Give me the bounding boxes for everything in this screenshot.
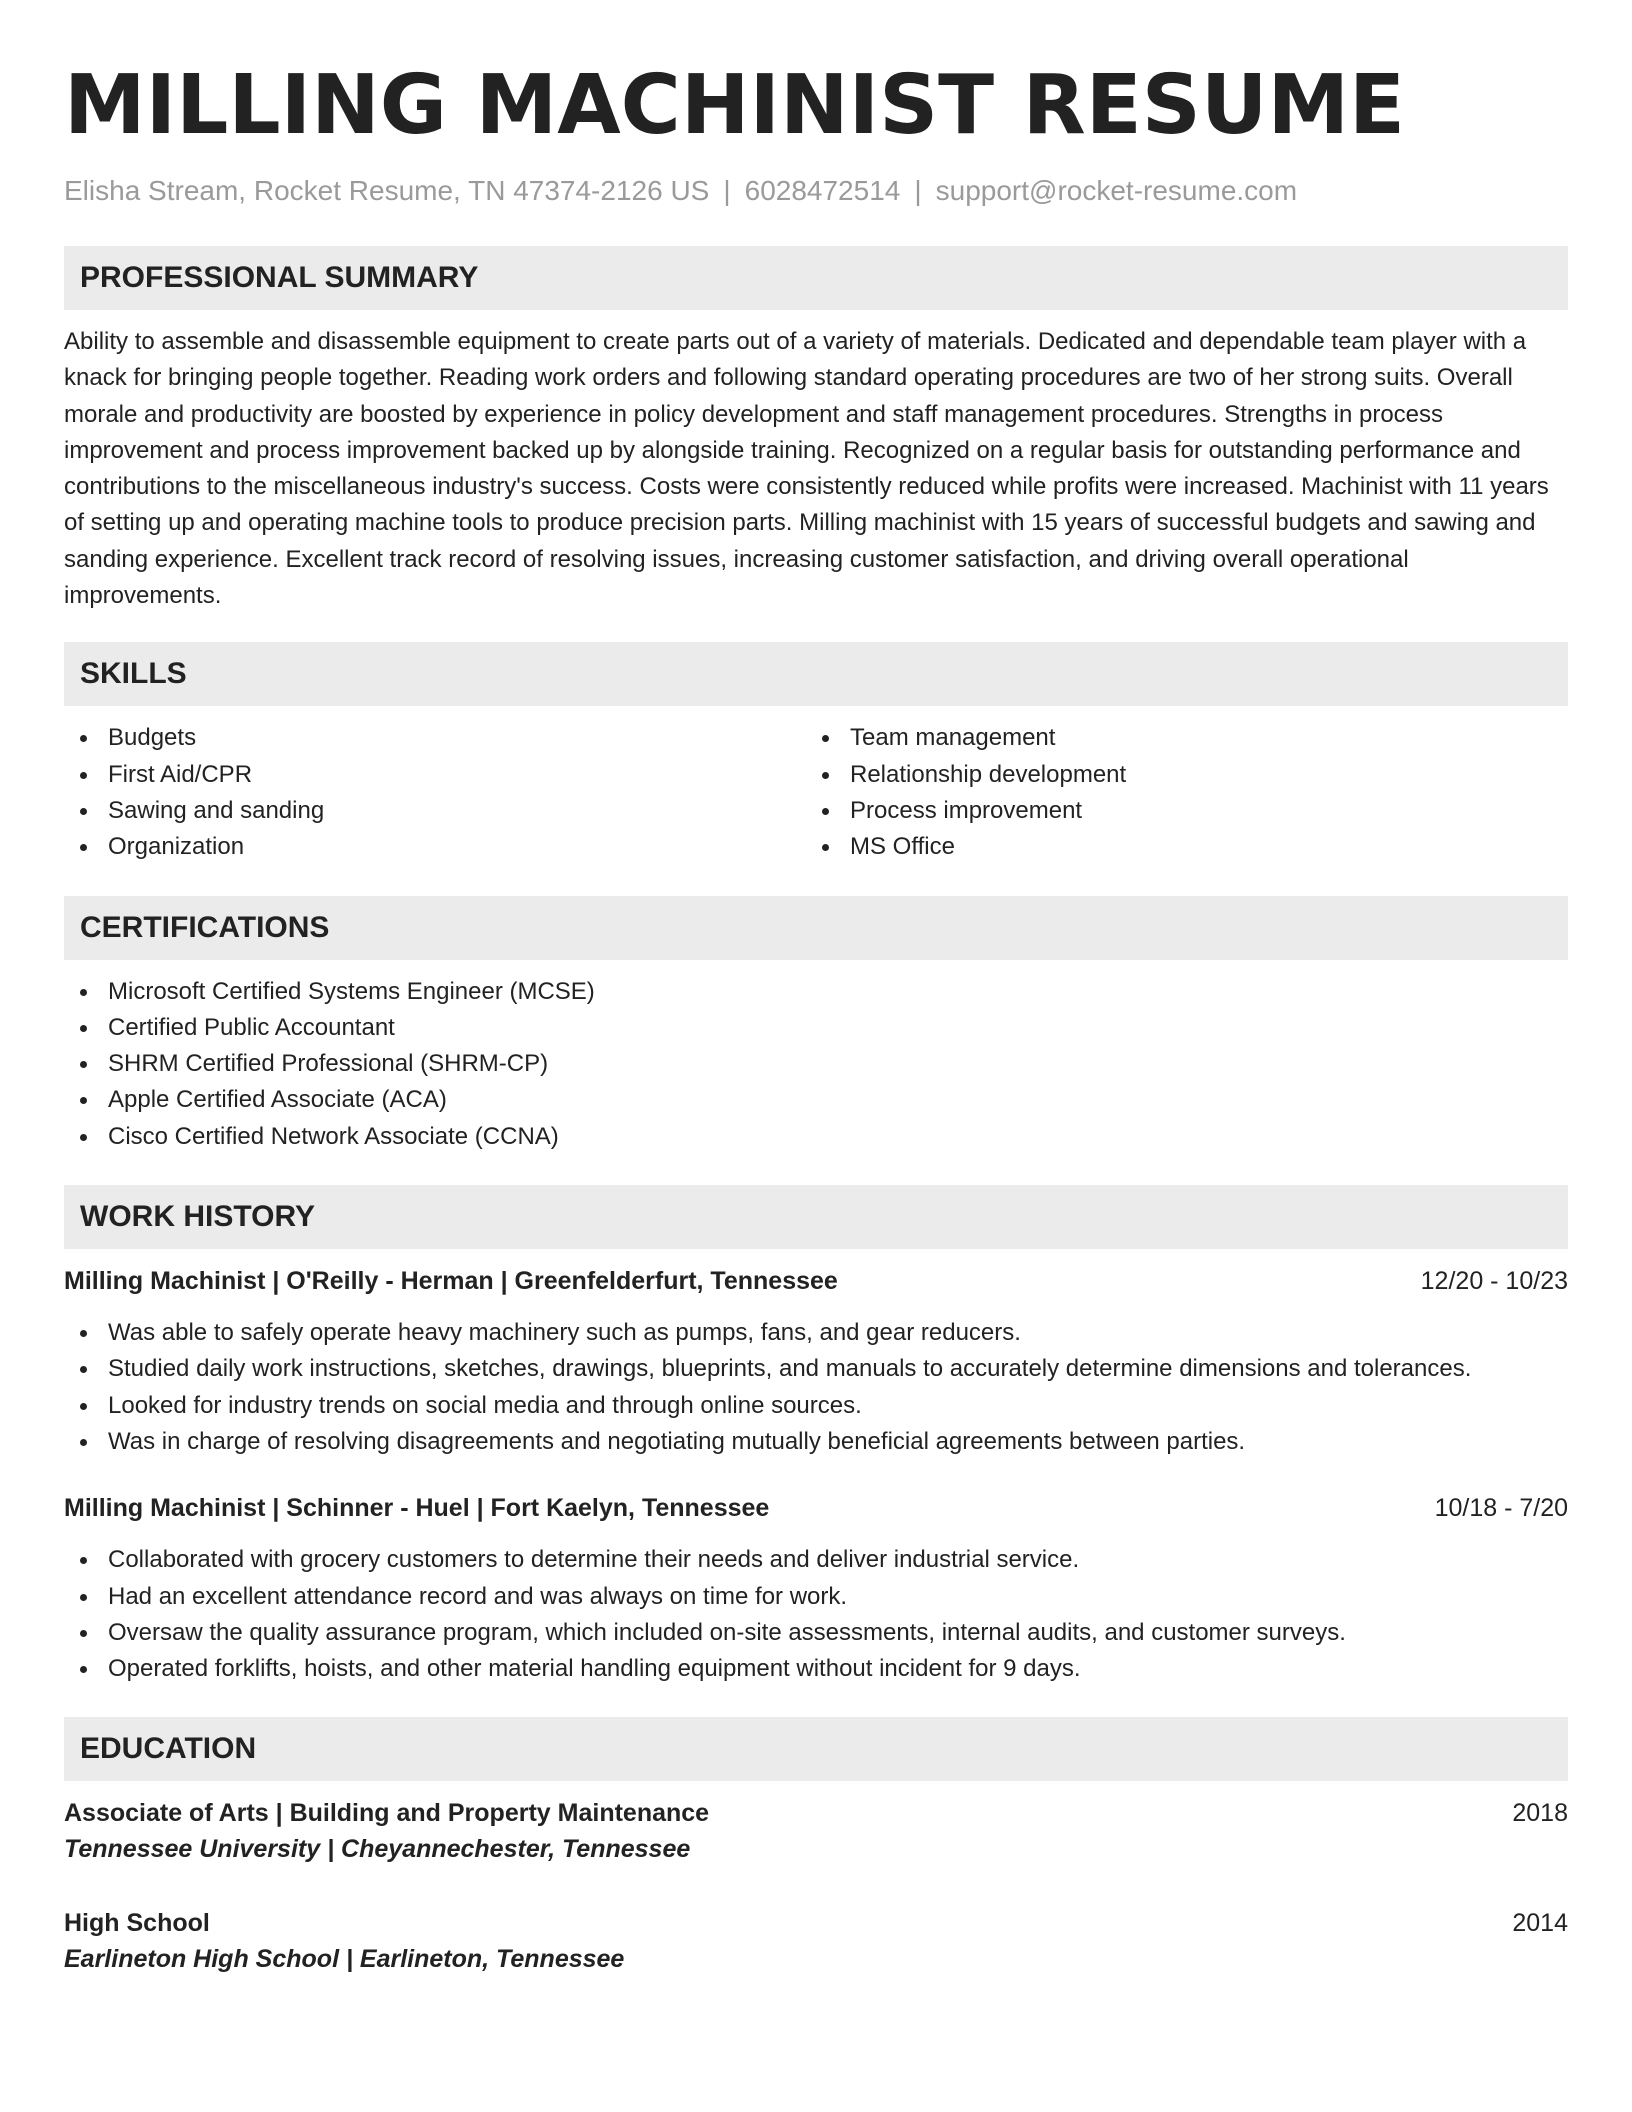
certifications-section: [64, 896, 1568, 1155]
certification-label: Certified Public Accountant: [108, 1013, 395, 1041]
contact-separator: |: [914, 175, 922, 206]
skill-label: Budgets: [108, 724, 197, 752]
summary-heading: PROFESSIONAL SUMMARY: [64, 246, 1568, 310]
skill-label: Team management: [850, 724, 1056, 752]
bullet-icon: [80, 808, 87, 815]
skills-list-right: [806, 720, 1548, 865]
education-heading: EDUCATION: [64, 1717, 1568, 1781]
bullet-icon: [80, 989, 87, 996]
job-entry: [64, 1490, 1568, 1687]
bullet-icon: [80, 1097, 87, 1104]
skill-label: Relationship development: [850, 760, 1127, 788]
job-entry: [64, 1263, 1568, 1460]
certification-item: [64, 1082, 1568, 1118]
job-bullets: [64, 1542, 1568, 1687]
certification-item: [64, 1119, 1568, 1155]
bullet-icon: [822, 844, 829, 851]
contact-phone: 6028472514: [744, 175, 901, 206]
skill-item: [806, 757, 1548, 793]
skill-item: [64, 757, 806, 793]
job-bullet-text: Collaborated with grocery customers to determine their needs and deliver industrial service.: [108, 1546, 1080, 1574]
education-header: [64, 1905, 1568, 1941]
bullet-icon: [80, 1630, 87, 1637]
job-bullets: [64, 1315, 1568, 1460]
skill-item: [64, 720, 806, 756]
bullet-icon: [80, 844, 87, 851]
bullet-icon: [80, 1330, 87, 1337]
skill-item: [64, 793, 806, 829]
skill-item: [806, 720, 1548, 756]
job-bullet-text: Was able to safely operate heavy machinery such as pumps, fans, and gear reducers.: [108, 1319, 1021, 1347]
summary-text: Ability to assemble and disassemble equipment to create parts out of a variety of materials. Dedicated and dependable team player with a knack for bringing people together. Reading work orders and following standard operating procedures are two of her strong suits. Overall morale and productivity are boosted by experience in policy development and staff management procedures. Strengths in process improvement and process improvement backed up by alongside training. Recognized on a regular basis for outstanding performance and contributions to the miscellaneous industry's success. Costs were consistently reduced while profits were increased. Machinist with 11 years of setting up and operating machine tools to produce precision parts. Milling machinist with 15 years of successful budgets and sawing and sanding experience. Excellent track record of resolving issues, increasing customer satisfaction, and driving overall operational improvements.: [64, 328, 1549, 610]
job-bullet-text: Looked for industry trends on social media and through online sources.: [108, 1391, 862, 1419]
job-bullet: [64, 1388, 1568, 1424]
skill-label: MS Office: [850, 833, 955, 861]
certification-item: [64, 1046, 1568, 1082]
certification-item: [64, 1010, 1568, 1046]
education-entry: [64, 1905, 1568, 1977]
job-bullet: [64, 1579, 1568, 1615]
job-bullet: [64, 1542, 1568, 1578]
bullet-icon: [80, 1134, 87, 1141]
contact-address: Elisha Stream, Rocket Resume, TN 47374-2126 US: [64, 175, 710, 206]
contact-line: [64, 174, 1568, 208]
skills-list-left: [64, 720, 806, 865]
work-history-heading: WORK HISTORY: [64, 1185, 1568, 1249]
bullet-icon: [80, 1557, 87, 1564]
job-title: Milling Machinist | Schinner - Huel | Fort Kaelyn, Tennessee: [64, 1494, 770, 1523]
bullet-icon: [80, 1061, 87, 1068]
education-school: Tennessee University | Cheyannechester, Tennessee: [64, 1835, 691, 1864]
education-degree: High School: [64, 1909, 210, 1938]
resume-page: [64, 58, 1568, 1977]
job-bullet-text: Studied daily work instructions, sketches, drawings, blueprints, and manuals to accurately determine dimensions and tolerances.: [108, 1355, 1472, 1383]
skill-label: Organization: [108, 833, 245, 861]
job-bullet: [64, 1315, 1568, 1351]
job-bullet-text: Oversaw the quality assurance program, which included on-site assessments, internal audits, and customer surveys.: [108, 1618, 1346, 1646]
bullet-icon: [822, 735, 829, 742]
job-dates: 10/18 - 7/20: [1434, 1494, 1568, 1523]
education-header: [64, 1795, 1568, 1831]
job-bullet: [64, 1615, 1568, 1651]
skill-label: Sawing and sanding: [108, 796, 325, 824]
bullet-icon: [80, 1439, 87, 1446]
work-history-section: [64, 1185, 1568, 1687]
contact-separator: |: [723, 175, 731, 206]
skill-item: [806, 829, 1548, 865]
skill-item: [806, 793, 1548, 829]
education-year: 2018: [1512, 1799, 1568, 1828]
skill-label: First Aid/CPR: [108, 760, 253, 788]
education-school: Earlineton High School | Earlineton, Tennessee: [64, 1945, 625, 1974]
bullet-icon: [80, 735, 87, 742]
education-entry: [64, 1795, 1568, 1867]
job-title: Milling Machinist | O'Reilly - Herman | Greenfelderfurt, Tennessee: [64, 1267, 838, 1296]
job-bullet: [64, 1651, 1568, 1687]
job-header: [64, 1263, 1568, 1299]
bullet-icon: [822, 772, 829, 779]
certification-label: Apple Certified Associate (ACA): [108, 1086, 447, 1114]
job-bullet-text: Operated forklifts, hoists, and other material handling equipment without incident for 9 days.: [108, 1655, 1081, 1683]
certification-label: Cisco Certified Network Associate (CCNA): [108, 1122, 559, 1150]
skills-section: [64, 642, 1568, 865]
job-bullet-text: Was in charge of resolving disagreements and negotiating mutually beneficial agreements between parties.: [108, 1427, 1246, 1455]
job-bullet: [64, 1351, 1568, 1387]
summary-section: [64, 246, 1568, 614]
bullet-icon: [80, 1403, 87, 1410]
certification-label: Microsoft Certified Systems Engineer (MCSE): [108, 977, 595, 1005]
page-title: MILLING MACHINIST RESUME: [64, 58, 1406, 153]
bullet-icon: [80, 772, 87, 779]
contact-email[interactable]: support@rocket-resume.com: [935, 175, 1298, 206]
job-bullet: [64, 1424, 1568, 1460]
education-degree: Associate of Arts | Building and Property Maintenance: [64, 1799, 710, 1828]
bullet-icon: [80, 1025, 87, 1032]
education-year: 2014: [1512, 1909, 1568, 1938]
skills-grid: [64, 720, 1568, 865]
bullet-icon: [80, 1594, 87, 1601]
certifications-list: [64, 974, 1568, 1155]
bullet-icon: [80, 1366, 87, 1373]
skills-heading: SKILLS: [64, 642, 1568, 706]
bullet-icon: [80, 1666, 87, 1673]
certification-item: [64, 974, 1568, 1010]
certifications-heading: CERTIFICATIONS: [64, 896, 1568, 960]
skill-item: [64, 829, 806, 865]
job-header: [64, 1490, 1568, 1526]
job-dates: 12/20 - 10/23: [1420, 1267, 1568, 1296]
certification-label: SHRM Certified Professional (SHRM-CP): [108, 1050, 549, 1078]
job-bullet-text: Had an excellent attendance record and was always on time for work.: [108, 1582, 848, 1610]
bullet-icon: [822, 808, 829, 815]
skill-label: Process improvement: [850, 796, 1083, 824]
education-section: [64, 1717, 1568, 1977]
